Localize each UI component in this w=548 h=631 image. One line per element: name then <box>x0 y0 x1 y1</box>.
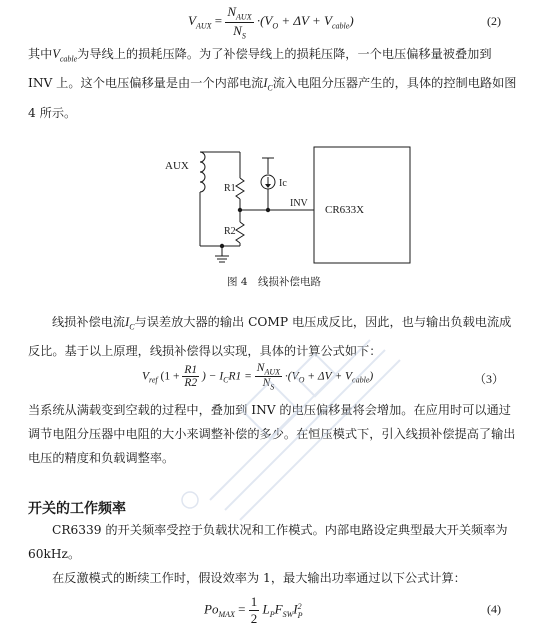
eq3-den: N <box>262 377 271 390</box>
eq4-lhs: Po <box>204 601 219 617</box>
eq3-rhs-cable: cable <box>352 375 370 385</box>
resistor-r2 <box>236 222 244 243</box>
eq4-num: 1 <box>250 594 258 609</box>
eq3-r2: R2 <box>184 377 198 390</box>
p2-var-i-sub: C <box>129 322 135 332</box>
eq4-number: (4) <box>487 602 501 616</box>
eq3-rhs-o: O <box>298 375 305 385</box>
eq3-paren-open: (1 + <box>160 370 180 383</box>
eq3-num: N <box>256 362 265 374</box>
p5-text: 在反激模式的断续工作时，假设效率为 1，最大输出功率通过以下公式计算： <box>52 571 466 585</box>
p1-var-v-sub: cable <box>59 54 78 64</box>
eq2-rhs-mid: + ΔV + V <box>278 13 332 29</box>
p3-text: 当系统从满载变到空载的过程中，叠加到 INV 的电压偏移量将会增加。在应用时可以通过调节电阻分压器中电阻的大小来调整补偿的多少。在恒压模式下，引入线损补偿提高了输出电压的精度和负载调整率。 <box>28 403 516 465</box>
eq4-l-sub: P <box>269 610 275 620</box>
p2-text-a: 线损补偿电流 <box>52 315 126 329</box>
eq2-rhs-close: ) <box>349 13 354 29</box>
eq2-den-sub: S <box>241 31 246 41</box>
eq3-rhs-close: ) <box>369 370 374 383</box>
eq2-rhs-cable: cable <box>331 21 350 31</box>
eq4-i-sub: P <box>297 610 303 620</box>
p4-text: CR6339 的开关频率受控于负载状况和工作模式。内部电路设定典型最大开关频率为 60kHz。 <box>28 523 508 561</box>
inductor-coil <box>200 152 205 192</box>
section-heading: 开关的工作频率 <box>28 501 126 517</box>
eq4-i-sup: 2 <box>297 601 302 611</box>
label-aux: AUX <box>165 160 189 172</box>
label-inv: INV <box>290 198 308 209</box>
label-ic: Ic <box>279 178 287 189</box>
paragraph-5 <box>28 566 518 590</box>
eq3-r1b: R1 = <box>228 370 252 383</box>
eq4-f-sub: SW <box>282 610 294 620</box>
eq3-paren-close: ) − I <box>201 370 224 383</box>
eq3-ic-sub: C <box>223 375 229 385</box>
eq3-den-sub: S <box>270 382 275 392</box>
eq3-rhs-mid: + ΔV + V <box>304 370 353 383</box>
label-chip: CR633X <box>325 204 365 216</box>
eq2-rhs-o: O <box>272 21 279 31</box>
eq4-den: 2 <box>250 611 258 626</box>
eq3-v: V <box>142 370 150 383</box>
eq4-l: L <box>262 601 270 617</box>
eq2-rhs: ·(V <box>256 13 273 29</box>
eq3-v-sub: ref <box>149 375 158 385</box>
p2-var-i: I <box>125 315 130 329</box>
eq4-fraction <box>249 594 260 627</box>
eq4-lhs-sub: MAX <box>218 610 235 620</box>
eq2-den: N <box>233 22 242 38</box>
eq3-r1: R1 <box>184 364 198 377</box>
eq4-f: F <box>274 601 283 617</box>
circuit-diagram <box>0 0 548 300</box>
label-r2: R2 <box>224 226 236 237</box>
p1-text-c: 流入电阻分压器产生的，具体的控制电路如图 4 所示。 <box>28 76 517 120</box>
eq4-i: I <box>293 601 298 617</box>
eq2-lhs-sub: AUX <box>195 21 212 31</box>
p1-var-v: V <box>52 47 60 61</box>
eq3-number: （3） <box>474 372 505 386</box>
watermark-logo <box>170 300 430 540</box>
p2-text-b: 与误差放大器的输出 COMP 电压成反比，因此，也与输出负载电流成反比。基于以上原理，线损补偿得以实现，具体的计算公式如下： <box>28 315 512 359</box>
eq3-num-sub: AUX <box>264 367 281 377</box>
p1-var-i-sub: C <box>267 83 273 93</box>
eq2-num-sub: AUX <box>236 12 252 22</box>
label-r1: R1 <box>224 183 236 194</box>
eq2-lhs: V <box>188 13 196 29</box>
resistor-r1 <box>236 178 244 199</box>
eq2-number: (2) <box>487 14 501 28</box>
eq3-rhs: ·(V <box>284 370 299 383</box>
p1-text-b: 为导线上的损耗压降。为了补偿导线上的损耗压降，一个电压偏移量被叠加到 INV 上。这个电压偏移量是由一个内部电流 <box>28 47 492 91</box>
watermark-registered-mark <box>182 492 198 508</box>
eq2-num: N <box>227 4 237 19</box>
eq4-equals: = <box>238 601 246 617</box>
figure-caption: 图 4 线损补偿电路 <box>226 276 322 288</box>
p1-var-i: I <box>263 76 268 91</box>
p1-text-a: 其中 <box>28 47 53 61</box>
